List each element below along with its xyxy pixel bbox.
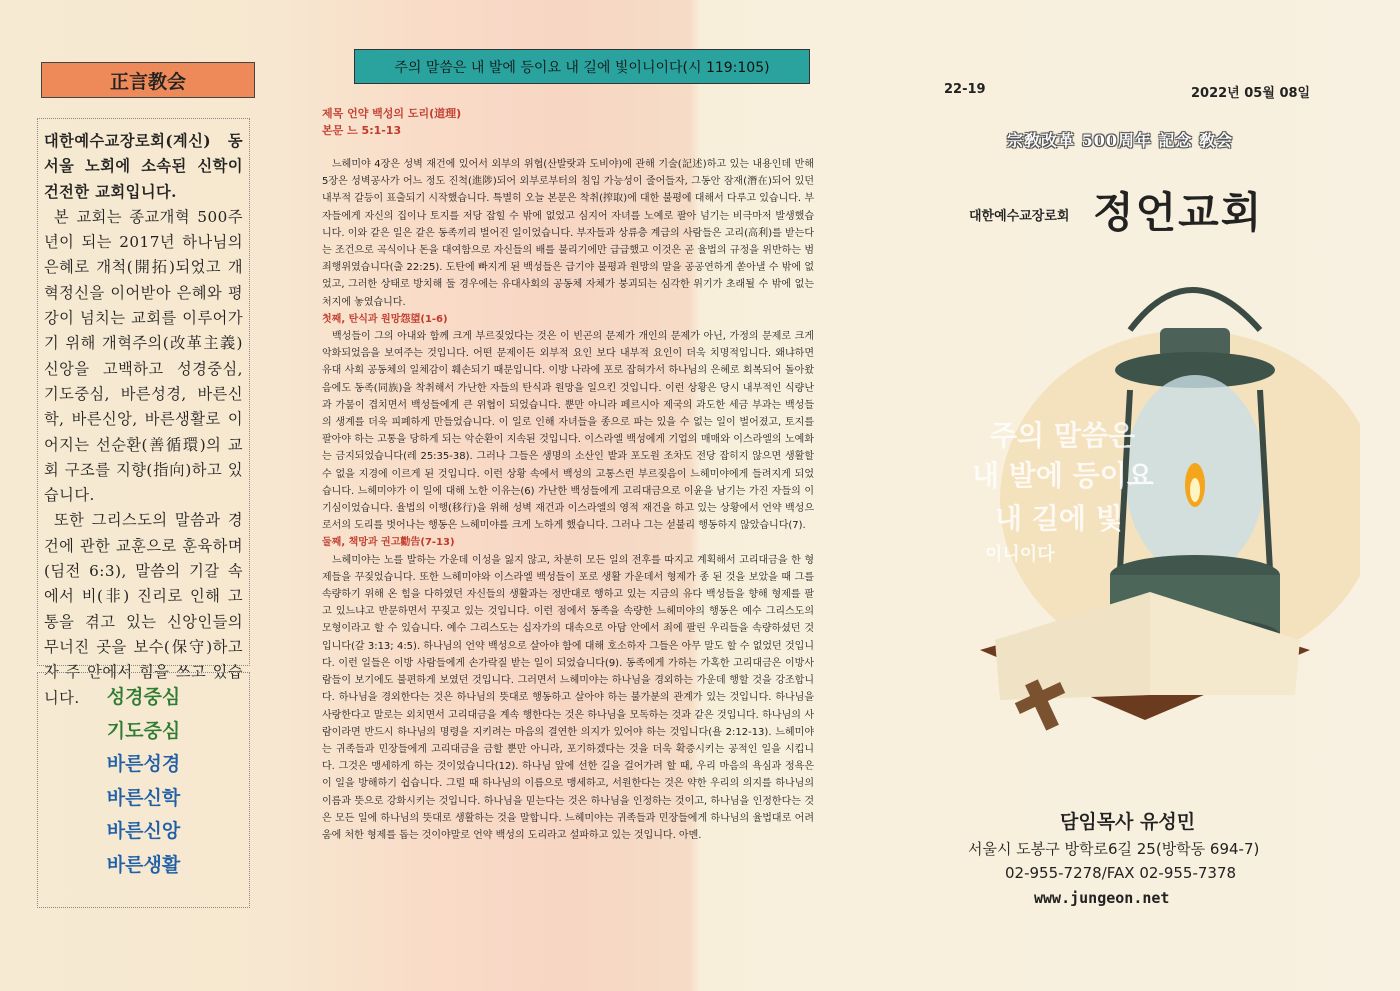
church-name-hanja: 正言教会 (41, 62, 255, 98)
church-address: 서울시 도봉구 방학로6길 25(방학동 694-7) (968, 840, 1260, 858)
intro-paragraph: 또한 그리스도의 말씀과 경건에 관한 교훈으로 훈육하며(딤전 6:3), 말씀의 기갈 속에서 비(非) 진리로 인해 고통을 겪고 있는 신앙인들의 무너진 곳을 보수(保守)하고자 주 안에서 힘을 쓰고 있습니다. (44, 511, 243, 707)
sermon-heading: 첫째, 탄식과 원망怨望(1-6) (322, 313, 448, 325)
sermon-body (322, 156, 814, 956)
phone-fax: 02-955-7278/FAX 02-955-7378 (1005, 864, 1237, 882)
verse-banner: 주의 말씀은 내 발에 등이요 내 길에 빛이니이다(시 119:105) (354, 49, 810, 84)
value-item: 기도중심 (106, 719, 181, 742)
value-item: 바른신앙 (106, 820, 181, 843)
intro-paragraph: 대한예수교장로회(계신) 동서울 노회에 소속된 신학이 건전한 교회입니다. (44, 132, 243, 201)
value-item: 바른생활 (106, 853, 181, 876)
value-item: 바른신학 (106, 786, 181, 809)
sermon-paragraph: 느헤미야 4장은 성벽 재건에 있어서 외부의 위협(산발랏과 도비야)에 관해 기술(記述)하고 있는 내용인데 반해 5장은 성벽공사가 어느 정도 진척(進陟)되어 외부로부터의 침입 가능성이 줄어들자, 그동안 잠재(潛在)되어 있던 내부적 갈등이 표출되기 시작했습니다. 특별히 오늘 본문은 착취(搾取)에 대한 불평에 대해서 다루고 있습니다. 부자들에게 자신의 집이나 토지를 저당 잡힐 수 밖에 없었고 심지어 자녀를 노예로 팔아 넘기는 비극마저 발생했습니다. 이와 같은 일은 같은 동족끼리 벌어진 일이었습니다. 부자들과 상류층 계급의 사람들은 고리(高利)를 받는다는 조건으로 곡식이나 돈을 대여함으로 자신들의 배를 불리기에만 급급했고 이것은 곧 율법의 규정을 위반하는 범죄행위였습니다(출 22:25). 도탄에 빠지게 된 백성들은 급기야 불평과 원망의 말을 공공연하게 쏟아낼 수 밖에 없었고, 그러한 상태로 방치해 둘 경우에는 유대사회의 공동체 자체가 붕괴되는 심각한 위기가 초래될 수 밖에 없는 처지에 놓였습니다. (322, 159, 814, 308)
cover-verse-line: 이니이다 (985, 544, 1055, 565)
sermon-title: 제목 언약 백성의 도리(道理) (322, 107, 462, 120)
sermon-heading: 둘째, 책망과 권고勸告(7-13) (322, 537, 455, 549)
flame-core (1190, 478, 1200, 502)
cover-verse-line: 주의 말씀은 (990, 419, 1135, 452)
issue-date: 2022년 05월 08일 (1191, 86, 1311, 101)
anniversary-motto: 宗敎改革 500周年 記念 敎会 (1007, 131, 1234, 150)
core-values-list (37, 672, 250, 908)
lantern-handle (1130, 290, 1260, 330)
sermon-paragraph: 백성들이 그의 아내와 함께 크게 부르짖었다는 것은 이 빈곤의 문제가 개인의 문제가 아닌, 가정의 문제로 크게 악화되었음을 보여주는 것입니다. 어떤 문제이든 외부적 요인 보다 내부적 요인이 더욱 치명적입니다. 왜냐하면 유대 사회 공동체의 일체감이 훼손되기 때문입니다. 이방 나라에 포로 잡혀가서 하나님의 은혜로 회복되어 돌아왔음에도 동족(同族)을 착취해서 가난한 자들의 탄식과 원망을 일으킨 것입니다. 이런 상황은 당시 내부적인 식량난과 가뭄이 겹치면서 백성들에게 큰 위협이 되었습니다. 뿐만 아니라 페르시아 제국의 과도한 세금 부과는 백성들의 생계를 더욱 피폐하게 만들었습니다. 이 일로 인해 자녀들을 종으로 파는 있을 수 없는 일이 벌어졌고, 토지를 팔아야 하는 고통을 당하게 되는 악순환이 지속된 것입니다. 이스라엘 백성에게 기업의 매매와 이스라엘의 노예화는 금지되었습니다(레 25:35-38). 그러나 그들은 생명의 소산인 밭과 포도원 조차도 전당 잡히지 않으면 생활할 수 없을 지경에 이르게 된 것입니다. 이런 상황 속에서 백성의 고통스런 부르짖음이 느헤미야에게 들려지게 되었습니다. 느헤미야가 이 일에 대해 노한 이유는(6) 가난한 백성들에게 고리대금으로 이윤을 남기는 가진 자들의 이기심이었습니다. 율법의 이행(移行)을 위해 성벽 재건과 이스라엘의 영적 재건을 하고 있는 상황에서 언약 백성으로서의 도리를 벗어나는 행동은 느헤미야를 크게 노하게 했습니다. 그러나 그는 섣불리 행동하지 않았습니다(7). (322, 331, 814, 532)
church-introduction (37, 118, 250, 707)
value-item: 성경중심 (106, 686, 181, 708)
pastor-name: 담임목사 유성민 (1060, 811, 1196, 833)
church-name: 정언교회 (1093, 188, 1264, 237)
denomination: 대한예수교장로회 (969, 209, 1070, 224)
issue-number: 22-19 (944, 82, 986, 97)
cover-verse-line: 내 길에 빛 (995, 502, 1123, 535)
sermon-paragraph: 느헤미야는 노를 발하는 가운데 이성을 잃지 않고, 차분히 모든 일의 전후를 따지고 계획해서 고리대금을 한 형제들을 꾸짖었습니다. 또한 느헤미야와 이스라엘 백성들이 포로 생활 가운데서 형제가 종 된 것을 보았을 때 그를 속량하기 위해 온 힘을 다하였던 자신들의 생활과는 정반대로 행하고 있는 지금의 유다 백성들을 향해 형제를 팔고 있느냐고 반문하면서 꾸짖고 있는 것입니다. 이런 점에서 동족을 속량한 느헤미야의 행동은 예수 그리스도의 모형이라고 할 수 있습니다. 예수 그리스도는 십자가의 대속으로 아담 안에서 죄에 팔린 우리들을 속량하셨던 것입니다(갈 3:13; 4:5). 하나님의 언약 백성으로 살아야 함에 대해 호소하자 그들은 아무 말도 할 수 없었던 것입니다. 이런 일들은 이방 사람들에게 손가락질 받는 일이 되었습니다(9). 동족에게 가하는 가혹한 고리대금은 이방사람들이 보기에도 불편하게 보였던 것입니다. 그러면서 느헤미야는 하나님을 경외하는 가운데 행할 것을 강조합니다. 하나님을 경외한다는 것은 하나님의 뜻대로 행동하고 살아야 하는 불가분의 관계가 있는 것입니다. 하나님을 사랑한다고 말로는 외치면서 고리대금을 계속 행한다는 것은 하나님을 모독하는 것과 같은 것입니다. 하나님의 사람이라면 반드시 하나님의 명령을 지키려는 마음의 결연한 의지가 있어야 하는 것입니다(욜 2:12-13). 느헤미야는 귀족들과 민장들에게 고리대금을 금할 뿐만 아니라, 포기하겠다는 것을 더욱 확증시키는 공적인 일을 시킵니다. 그것은 맹세하게 하는 것이었습니다(12). 하나님 앞에 선한 길을 걸어가려 할 때, 우리 마음의 욕심과 정욕은 이 일을 방해하기 쉽습니다. 그럴 때 하나님의 이름으로 맹세하고, 서원한다는 것은 약한 우리의 의지를 하나님의 이름과 뜻으로 강화시키는 것입니다. 하나님을 믿는다는 것은 하나님을 인정하는 것이고, 하나님을 인정한다는 것은 모든 일에 하나님의 뜻대로 생활하는 것을 말합니다. 느헤미야는 귀족들과 민장들에게 하나님의 율법대로 어려움에 처한 형제를 돕는 것이야말로 언약 백성의 도리라고 설파하고 있는 것입니다. 아멘. (322, 554, 814, 841)
intro-paragraph: 본 교회는 종교개혁 500주년이 되는 2017년 하나님의 은혜로 개척(開拓)되었고 개혁정신을 이어받아 은혜와 평강이 넘치는 교회를 이루어가기 위해 개혁주의(改革主義) 신앙을 고백하고 성경중심, 기도중심, 바른성경, 바른신학, 바른신앙, 바른생활로 이어지는 선순환(善循環)의 교회 구조를 지향(指向)하고 있습니다. (44, 207, 243, 505)
lantern-bible-illustration (960, 240, 1360, 760)
cover-verse-line: 내 발에 등이요 (972, 459, 1154, 492)
sermon-scripture: 본문 느 5:1-13 (322, 124, 402, 137)
website-link[interactable]: www.jungeon.net (1034, 889, 1170, 907)
value-item: 바른성경 (106, 753, 181, 776)
